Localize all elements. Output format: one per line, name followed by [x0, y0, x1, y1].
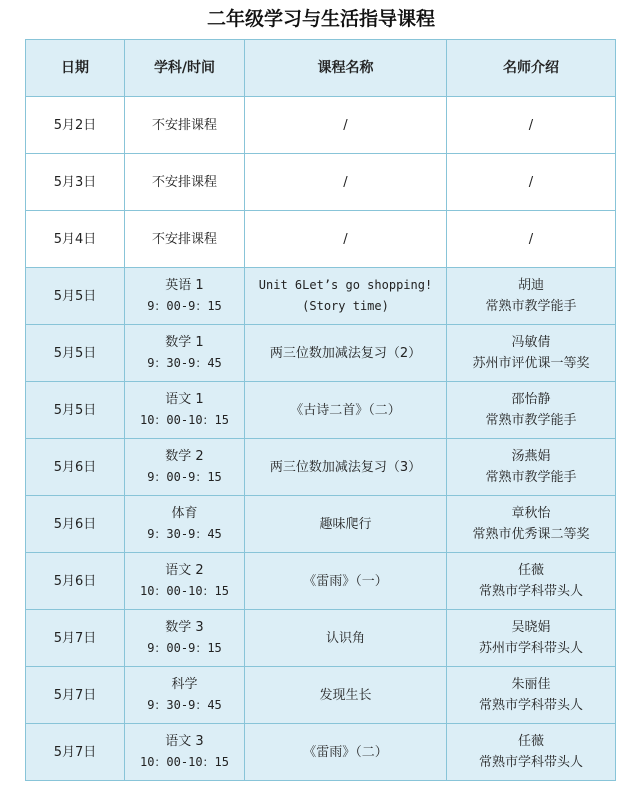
teacher-cell [447, 268, 616, 325]
subject-time-cell [125, 553, 245, 610]
teacher-name: 任薇 [517, 563, 544, 578]
course-subtitle-text: (Story time) [302, 299, 389, 313]
teacher-cell [447, 325, 616, 382]
course-name-cell [245, 97, 447, 154]
date-cell [26, 667, 125, 724]
subject-text: 语文 2 [165, 563, 204, 578]
course-text: 趣味爬行 [319, 516, 372, 532]
subject-time-cell [125, 382, 245, 439]
course-name-cell [245, 610, 447, 667]
teacher-title: 常熟市教学能手 [485, 470, 577, 485]
date-cell [26, 325, 125, 382]
date-text: 5月7日 [53, 630, 97, 646]
course-text: Unit 6Let’s go shopping! [258, 278, 433, 292]
date-cell [26, 610, 125, 667]
course-name-cell [245, 439, 447, 496]
teacher-cell [447, 439, 616, 496]
time-text: 9：00-9：15 [147, 470, 222, 484]
subject-text: 数学 2 [165, 449, 204, 464]
course-text: 两三位数加减法复习（3） [269, 459, 422, 475]
course-text: 发现生长 [319, 687, 372, 703]
course-text: 认识角 [325, 630, 365, 646]
header-teacher: 名师介绍 [447, 40, 616, 97]
teacher-title: 常熟市教学能手 [485, 299, 577, 314]
teacher-name: / [528, 231, 534, 247]
subject-text: 不安排课程 [151, 174, 217, 190]
subject-text: 体育 [171, 506, 198, 521]
subject-text: 不安排课程 [151, 231, 217, 247]
date-text: 5月6日 [53, 573, 97, 589]
teacher-name: 胡迪 [517, 278, 544, 293]
teacher-cell [447, 553, 616, 610]
date-text: 5月3日 [53, 174, 97, 190]
course-name-cell [245, 325, 447, 382]
subject-text: 科学 [171, 677, 198, 692]
time-text: 9：30-9：45 [147, 698, 222, 712]
date-cell [26, 439, 125, 496]
teacher-cell [447, 154, 616, 211]
teacher-title: 常熟市教学能手 [485, 413, 577, 428]
table-row [26, 97, 616, 154]
subject-text: 语文 3 [165, 734, 204, 749]
table-row [26, 496, 616, 553]
table-row [26, 724, 616, 781]
time-text: 9：30-9：45 [147, 527, 222, 541]
teacher-name: 吴晓娟 [511, 620, 551, 635]
date-text: 5月5日 [53, 345, 97, 361]
header-date: 日期 [26, 40, 125, 97]
course-name-cell [245, 268, 447, 325]
subject-text: 数学 3 [165, 620, 204, 635]
time-text: 9：30-9：45 [147, 356, 222, 370]
table-row [26, 439, 616, 496]
teacher-title: 苏州市评优课一等奖 [472, 356, 590, 371]
course-name-cell [245, 667, 447, 724]
table-row [26, 211, 616, 268]
time-text: 10：00-10：15 [139, 755, 230, 769]
time-text: 10：00-10：15 [139, 413, 230, 427]
teacher-title: 常熟市学科带头人 [478, 584, 583, 599]
date-text: 5月7日 [53, 687, 97, 703]
subject-text: 英语 1 [165, 278, 204, 293]
course-text: / [343, 117, 348, 133]
subject-time-cell [125, 154, 245, 211]
course-text: 两三位数加减法复习（2） [269, 345, 422, 361]
teacher-name: / [528, 174, 534, 190]
date-text: 5月5日 [53, 402, 97, 418]
course-name-cell [245, 553, 447, 610]
subject-time-cell [125, 97, 245, 154]
teacher-cell [447, 211, 616, 268]
teacher-name: 朱丽佳 [511, 677, 551, 692]
subject-time-cell [125, 439, 245, 496]
date-text: 5月6日 [53, 516, 97, 532]
date-text: 5月6日 [53, 459, 97, 475]
teacher-title: 常熟市学科带头人 [478, 698, 583, 713]
time-text: 9：00-9：15 [147, 299, 222, 313]
teacher-name: 邵怡静 [511, 392, 551, 407]
subject-time-cell [125, 610, 245, 667]
teacher-cell [447, 382, 616, 439]
subject-text: 数学 1 [165, 335, 204, 350]
time-text: 10：00-10：15 [139, 584, 230, 598]
teacher-title: 常熟市优秀课二等奖 [472, 527, 590, 542]
table-row [26, 325, 616, 382]
table-row [26, 553, 616, 610]
date-cell [26, 154, 125, 211]
table-header-row [26, 40, 616, 97]
course-name-cell [245, 724, 447, 781]
table-row [26, 382, 616, 439]
course-text: / [343, 174, 348, 190]
time-text: 9：00-9：15 [147, 641, 222, 655]
teacher-cell [447, 667, 616, 724]
teacher-title: 苏州市学科带头人 [478, 641, 583, 656]
date-cell [26, 382, 125, 439]
table-row [26, 667, 616, 724]
table-row [26, 610, 616, 667]
teacher-name: 章秋怡 [511, 506, 551, 521]
subject-time-cell [125, 268, 245, 325]
subject-time-cell [125, 325, 245, 382]
teacher-name: 汤燕娟 [511, 449, 551, 464]
course-text: 《古诗二首》（二） [290, 402, 401, 418]
date-text: 5月2日 [53, 117, 97, 133]
date-text: 5月4日 [53, 231, 97, 247]
date-cell [26, 211, 125, 268]
date-text: 5月5日 [53, 288, 97, 304]
teacher-title: 常熟市学科带头人 [478, 755, 583, 770]
header-subject-time: 学科/时间 [125, 40, 245, 97]
header-course-name: 课程名称 [245, 40, 447, 97]
teacher-cell [447, 610, 616, 667]
course-name-cell [245, 382, 447, 439]
course-text: 《雷雨》（二） [303, 744, 388, 760]
course-name-cell [245, 496, 447, 553]
subject-time-cell [125, 724, 245, 781]
teacher-name: 冯敏倩 [511, 335, 551, 350]
page-title: 二年级学习与生活指导课程 [206, 8, 435, 30]
subject-text: 不安排课程 [151, 117, 217, 133]
subject-time-cell [125, 667, 245, 724]
date-cell [26, 496, 125, 553]
date-cell [26, 268, 125, 325]
course-name-cell [245, 211, 447, 268]
table-row [26, 268, 616, 325]
date-cell [26, 97, 125, 154]
teacher-cell [447, 496, 616, 553]
teacher-cell [447, 724, 616, 781]
table-row [26, 154, 616, 211]
date-cell [26, 553, 125, 610]
course-name-cell [245, 154, 447, 211]
date-cell [26, 724, 125, 781]
schedule-table [25, 39, 616, 781]
table-body [26, 97, 616, 781]
date-text: 5月7日 [53, 744, 97, 760]
teacher-cell [447, 97, 616, 154]
subject-text: 语文 1 [165, 392, 204, 407]
subject-time-cell [125, 496, 245, 553]
teacher-name: / [528, 117, 534, 133]
course-text: 《雷雨》（一） [303, 573, 388, 589]
subject-time-cell [125, 211, 245, 268]
course-text: / [343, 231, 348, 247]
teacher-name: 任薇 [517, 734, 544, 749]
